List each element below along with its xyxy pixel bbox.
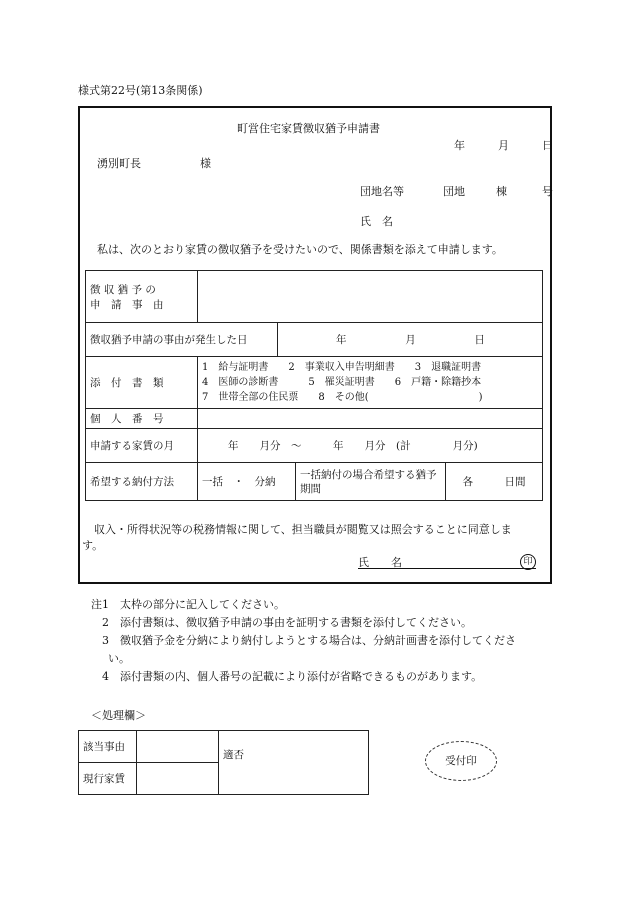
note-3: 3 徴収猶予金を分納により納付しようとする場合は、分納計画書を添付してくださ	[102, 634, 516, 647]
addressee-suffix: 様	[200, 157, 211, 170]
date-year-label: 年	[454, 139, 465, 152]
note-1: 注1 太枠の部分に記入してください。	[91, 598, 285, 611]
consent-text-line2: す。	[82, 539, 104, 552]
payment-method-row	[86, 463, 543, 501]
reason-input[interactable]	[198, 271, 543, 323]
occurred-row	[86, 323, 543, 357]
payment-method-choice[interactable]: 一括 ・ 分納	[198, 463, 296, 501]
complex-suffix: 団地	[443, 185, 465, 198]
attachments-list: 1 給与証明書 2 事業収入申告明細書 3 退職証明書 4 医師の診断書 5 罹災証明書 6 戸籍・除籍抄本 7 世帯全部の住民票 8 その他( )	[198, 357, 543, 409]
building-suffix: 棟	[496, 185, 507, 198]
attachments-row	[86, 357, 543, 409]
date-line	[454, 137, 553, 153]
date-month-label: 月	[498, 139, 509, 152]
complex-label: 団地名等	[360, 185, 404, 198]
processing-heading: ＜処理欄＞	[91, 709, 146, 722]
rent-month-label: 申請する家賃の月	[86, 429, 198, 463]
received-stamp-area[interactable]	[425, 741, 497, 781]
consent-name-label: 氏 名	[358, 556, 402, 569]
rent-month-input[interactable]: 年 月分 〜 年 月分 (計 月分)	[198, 429, 543, 463]
form-title: 町営住宅家賃徴収猶予申請書	[237, 122, 380, 135]
received-stamp-label: 受付印	[445, 755, 477, 767]
applicant-name-label: 氏 名	[360, 215, 393, 228]
reason-label: 徴 収 猶 予 の 申 請 事 由	[86, 271, 198, 323]
personal-number-row	[86, 409, 543, 429]
note-2: 2 添付書類は、徴収猶予申請の事由を証明する書類を添付してください。	[102, 616, 472, 629]
personal-number-input[interactable]	[198, 409, 543, 429]
applicant-complex	[360, 183, 553, 199]
intro-text: 私は、次のとおり家賃の徴収猶予を受けたいので、関係書類を添えて申請します。	[97, 243, 503, 256]
reason-row	[86, 271, 543, 323]
consent-text-line1: 収入・所得状況等の税務情報に関して、担当職員が閲覧又は照会することに同意しま	[94, 523, 512, 536]
approval-cell[interactable]	[219, 731, 369, 795]
personal-number-label: 個 人 番 号	[86, 409, 198, 429]
seal-icon: 印	[520, 554, 536, 570]
approval-label: 適否	[223, 749, 244, 761]
consent-signature-line[interactable]	[358, 554, 536, 569]
application-table	[85, 270, 543, 501]
addressee	[97, 155, 211, 171]
lump-period-input[interactable]: 各 日間	[446, 463, 543, 501]
applicable-reason-label: 該当事由	[79, 731, 137, 763]
current-rent-input[interactable]	[137, 763, 219, 795]
unit-suffix: 号	[542, 185, 553, 198]
payment-method-label: 希望する納付方法	[86, 463, 198, 501]
rent-month-row	[86, 429, 543, 463]
date-day-label: 日	[542, 139, 553, 152]
applicable-reason-input[interactable]	[137, 731, 219, 763]
attachments-label: 添 付 書 類	[86, 357, 198, 409]
note-3-continued: い。	[108, 652, 130, 665]
processing-table	[78, 730, 369, 795]
current-rent-label: 現行家賃	[79, 763, 137, 795]
note-4: 4 添付書類の内、個人番号の記載により添付が省略できるものがあります。	[102, 670, 483, 683]
occurred-label: 徴収猶予申請の事由が発生した日	[86, 323, 278, 357]
occurred-date-input[interactable]: 年 月 日	[278, 323, 543, 357]
lump-period-label: 一括納付の場合希望する猶予期間	[296, 463, 446, 501]
addressee-name: 湧別町長	[97, 157, 141, 170]
form-number: 様式第22号(第13条関係)	[78, 84, 203, 97]
